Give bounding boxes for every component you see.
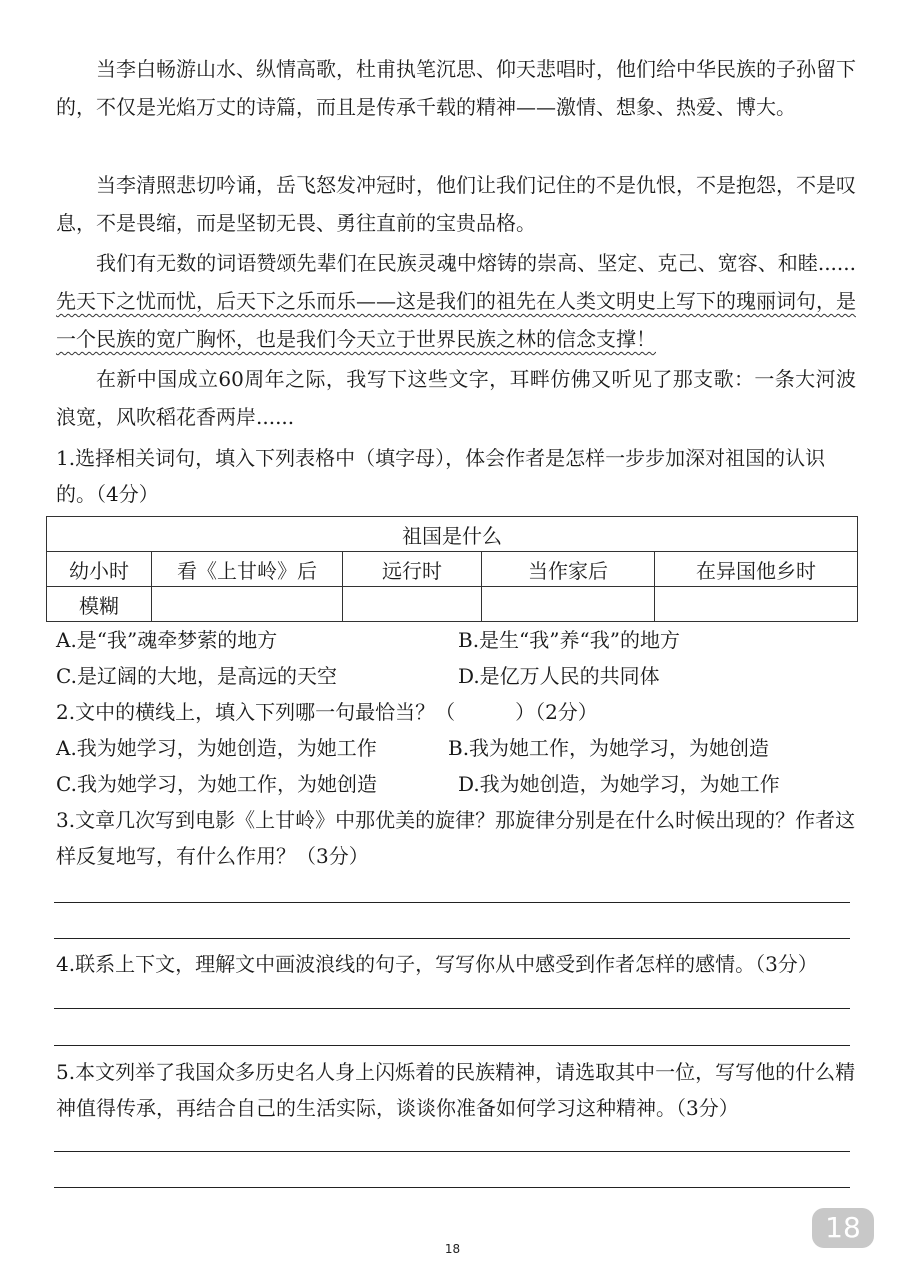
answer-line[interactable] <box>54 902 850 903</box>
paragraph-3-plain: 我们有无数的词语赞颂先辈们在民族灵魂中熔铸的崇高、坚定、克己、宽容、和睦...... <box>96 251 856 275</box>
q1-option-a: A.是“我”魂牵梦萦的地方 <box>56 628 278 652</box>
table-header: 在异国他乡时 <box>655 552 858 587</box>
question-5-text: 5.本文列举了我国众多历史名人身上闪烁着的民族精神，请选取其中一位，写写他的什么精神值得传承，再结合自己的生活实际，谈谈你准备如何学习这种精神。（3分） <box>56 1060 856 1120</box>
q2-option-b: B.我为她工作，为她学习，为她创造 <box>448 736 770 760</box>
q2-options-row-2 <box>56 766 856 802</box>
table-title: 祖国是什么 <box>47 517 858 552</box>
wavy-underlined-sentence: 先天下之忧而忧，后天下之乐而乐——这是我们的祖先在人类文明史上写下的瑰丽词句，是一个民族的宽广胸怀，也是我们今天立于世界民族之林的信念支撑！ <box>56 289 856 351</box>
question-1-text: 1.选择相关词句，填入下列表格中（填字母），体会作者是怎样一步步加深对祖国的认识的。（4分） <box>56 446 826 506</box>
answer-line[interactable] <box>54 938 850 939</box>
page-number-badge: 18 <box>812 1208 874 1248</box>
question-2-text: 2.文中的横线上，填入下列哪一句最恰当？（ ）（2分） <box>56 700 598 724</box>
table-header: 看《上甘岭》后 <box>152 552 343 587</box>
q2-options-row-1 <box>56 730 856 766</box>
q2-option-a: A.我为她学习，为她创造，为她工作 <box>56 736 377 760</box>
table-header: 当作家后 <box>482 552 655 587</box>
answer-line[interactable] <box>54 1187 850 1188</box>
answer-line[interactable] <box>54 1008 850 1009</box>
table-header-row <box>47 552 858 587</box>
answer-line[interactable] <box>54 1045 850 1046</box>
table-answer-cell[interactable] <box>482 587 655 622</box>
passage-paragraph-1: 当李白畅游山水、纵情高歌，杜甫执笔沉思、仰天悲唱时，他们给中华民族的子孙留下的，不仅是光焰万丈的诗篇，而且是传承千载的精神——激情、想象、热爱、博大。 <box>56 57 856 119</box>
question-3-text: 3.文章几次写到电影《上甘岭》中那优美的旋律？那旋律分别是在什么时候出现的？作者这样反复地写，有什么作用？（3分） <box>56 808 856 868</box>
q1-option-b: B.是生“我”养“我”的地方 <box>458 628 680 652</box>
question-4-text: 4.联系上下文，理解文中画波浪线的句子，写写你从中感受到作者怎样的感情。（3分） <box>56 952 818 976</box>
q1-option-c: C.是辽阔的大地，是高远的天空 <box>56 664 337 688</box>
q1-options-row-1 <box>56 622 856 658</box>
table-header: 幼小时 <box>47 552 152 587</box>
passage-paragraph-3 <box>56 244 856 358</box>
answer-line[interactable] <box>54 1151 850 1152</box>
page-number: 18 <box>444 1242 461 1256</box>
table-answer-row <box>47 587 858 622</box>
q1-options-row-2 <box>56 658 856 694</box>
passage-paragraph-4: 在新中国成立60周年之际，我写下这些文字，耳畔仿佛又听见了那支歌：一条大河波浪宽，风吹稻花香两岸...... <box>56 367 856 429</box>
table-answer-cell: 模糊 <box>47 587 152 622</box>
q1-option-d: D.是亿万人民的共同体 <box>458 664 660 688</box>
motherland-table <box>46 516 858 622</box>
q2-option-d: D.我为她创造，为她学习，为她工作 <box>458 772 780 796</box>
passage-paragraph-2: 当李清照悲切吟诵，岳飞怒发冲冠时，他们让我们记住的不是仇恨，不是抱怨，不是叹息，不是畏缩，而是坚韧无畏、勇往直前的宝贵品格。 <box>56 173 856 235</box>
table-header: 远行时 <box>343 552 482 587</box>
table-answer-cell[interactable] <box>343 587 482 622</box>
q2-option-c: C.我为她学习，为她工作，为她创造 <box>56 772 377 796</box>
table-answer-cell[interactable] <box>655 587 858 622</box>
table-answer-cell[interactable] <box>152 587 343 622</box>
